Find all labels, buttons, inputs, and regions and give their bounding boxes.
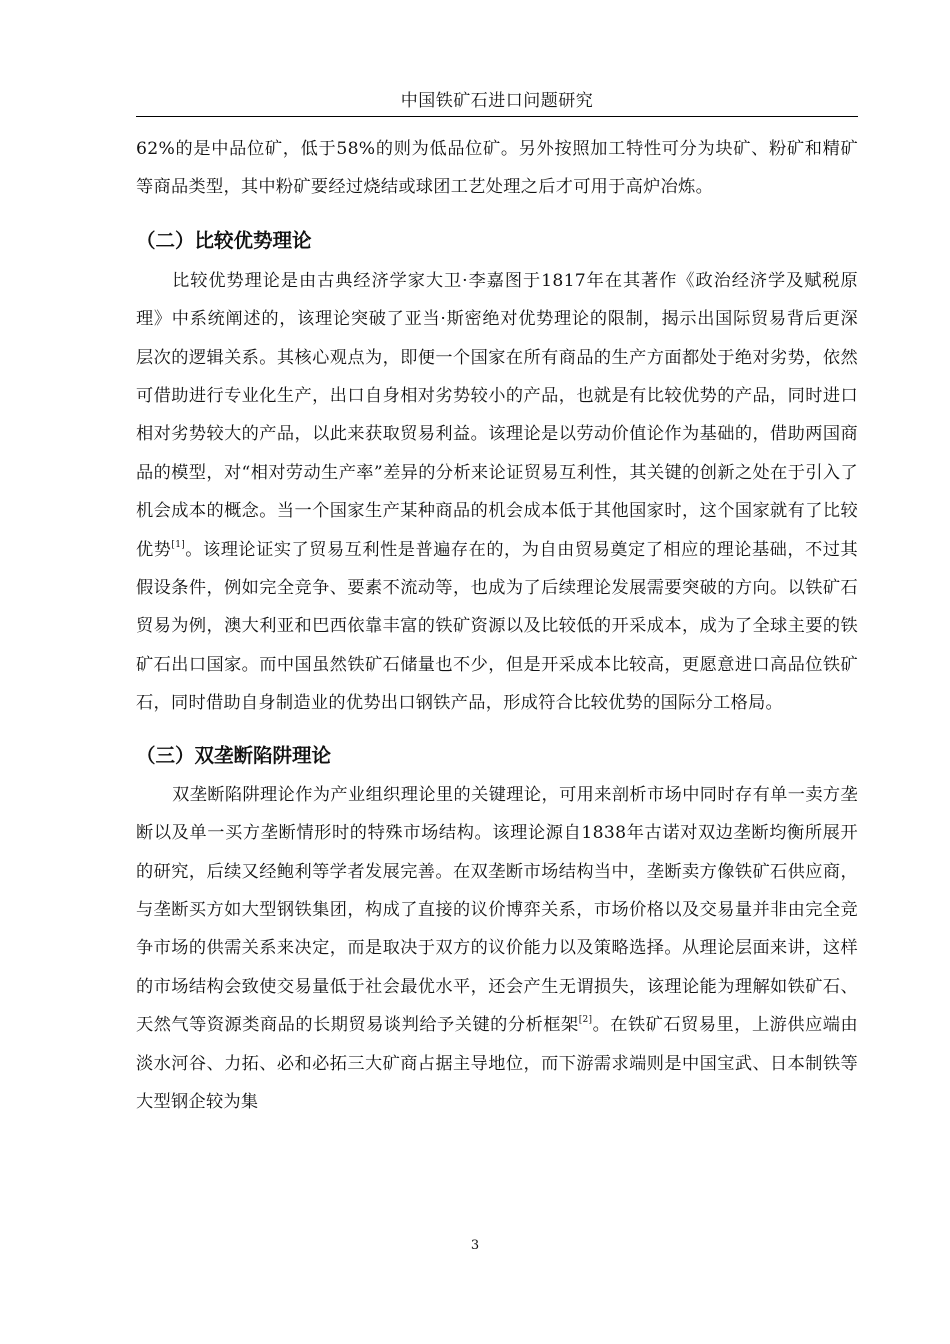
citation-ref[interactable]: [1] bbox=[171, 539, 186, 550]
paragraph-text: 。在铁矿石贸易里，上游供应端由淡水河谷、力拓、必和必拓三大矿商占据主导地位，而下游需求端则是中国宝武、日本制铁等大型钢企较为集 bbox=[136, 1015, 858, 1112]
paragraph-comparative-advantage bbox=[136, 262, 858, 723]
page-number: 3 bbox=[470, 1238, 480, 1253]
citation-ref[interactable]: [2] bbox=[578, 1015, 593, 1026]
paragraph-text: 。该理论证实了贸易互利性是普遍存在的，为自由贸易奠定了相应的理论基础，不过其假设条件，例如完全竞争、要素不流动等，也成为了后续理论发展需要突破的方向。以铁矿石贸易为例，澳大利亚和巴西依靠丰富的铁矿资源以及比较低的开采成本，成为了全球主要的铁矿石出口国家。而中国虽然铁矿石储量也不少，但是开采成本比较高，更愿意进口高品位铁矿石，同时借助自身制造业的优势出口钢铁产品，形成符合比较优势的国际分工格局。 bbox=[136, 539, 858, 714]
paragraph-bilateral-monopoly bbox=[136, 776, 858, 1122]
section-heading-comparative-advantage: （二）比较优势理论 bbox=[136, 228, 312, 252]
page-body bbox=[136, 130, 858, 1121]
section-heading-bilateral-monopoly: （三）双垄断陷阱理论 bbox=[136, 743, 332, 767]
running-header: 中国铁矿石进口问题研究 bbox=[136, 90, 858, 117]
paragraph-continuation: 62%的是中品位矿，低于58%的则为低品位矿。另外按照加工特性可分为块矿、粉矿和精矿等商品类型，其中粉矿要经过烧结或球团工艺处理之后才可用于高炉冶炼。 bbox=[136, 139, 858, 198]
paragraph-text: 双垄断陷阱理论作为产业组织理论里的关键理论，可用来剖析市场中同时存有单一卖方垄断以及单一买方垄断情形时的特殊市场结构。该理论源自1838年古诺对双边垄断均衡所展开的研究，后续又经鲍利等学者发展完善。在双垄断市场结构当中，垄断卖方像铁矿石供应商，与垄断买方如大型钢铁集团，构成了直接的议价博弈关系，市场价格以及交易量并非由完全竞争市场的供需关系来决定，而是取决于双方的议价能力以及策略选择。从理论层面来讲，这样的市场结构会致使交易量低于社会最优水平，还会产生无谓损失，该理论能为理解如铁矿石、天然气等资源类商品的长期贸易谈判给予关键的分析框架 bbox=[136, 784, 858, 1036]
paragraph-text: 比较优势理论是由古典经济学家大卫·李嘉图于1817年在其著作《政治经济学及赋税原理》中系统阐述的，该理论突破了亚当·斯密绝对优势理论的限制，揭示出国际贸易背后更深层次的逻辑关系。其核心观点为，即便一个国家在所有商品的生产方面都处于绝对劣势，依然可借助进行专业化生产，出口自身相对劣势较小的产品，也就是有比较优势的产品，同时进口相对劣势较大的产品，以此来获取贸易利益。该理论是以劳动价值论作为基础的，借助两国商品的模型，对“相对劳动生产率”差异的分析来论证贸易互利性，其关键的创新之处在于引入了机会成本的概念。当一个国家生产某种商品的机会成本低于其他国家时，这个国家就有了比较优势 bbox=[136, 270, 858, 560]
